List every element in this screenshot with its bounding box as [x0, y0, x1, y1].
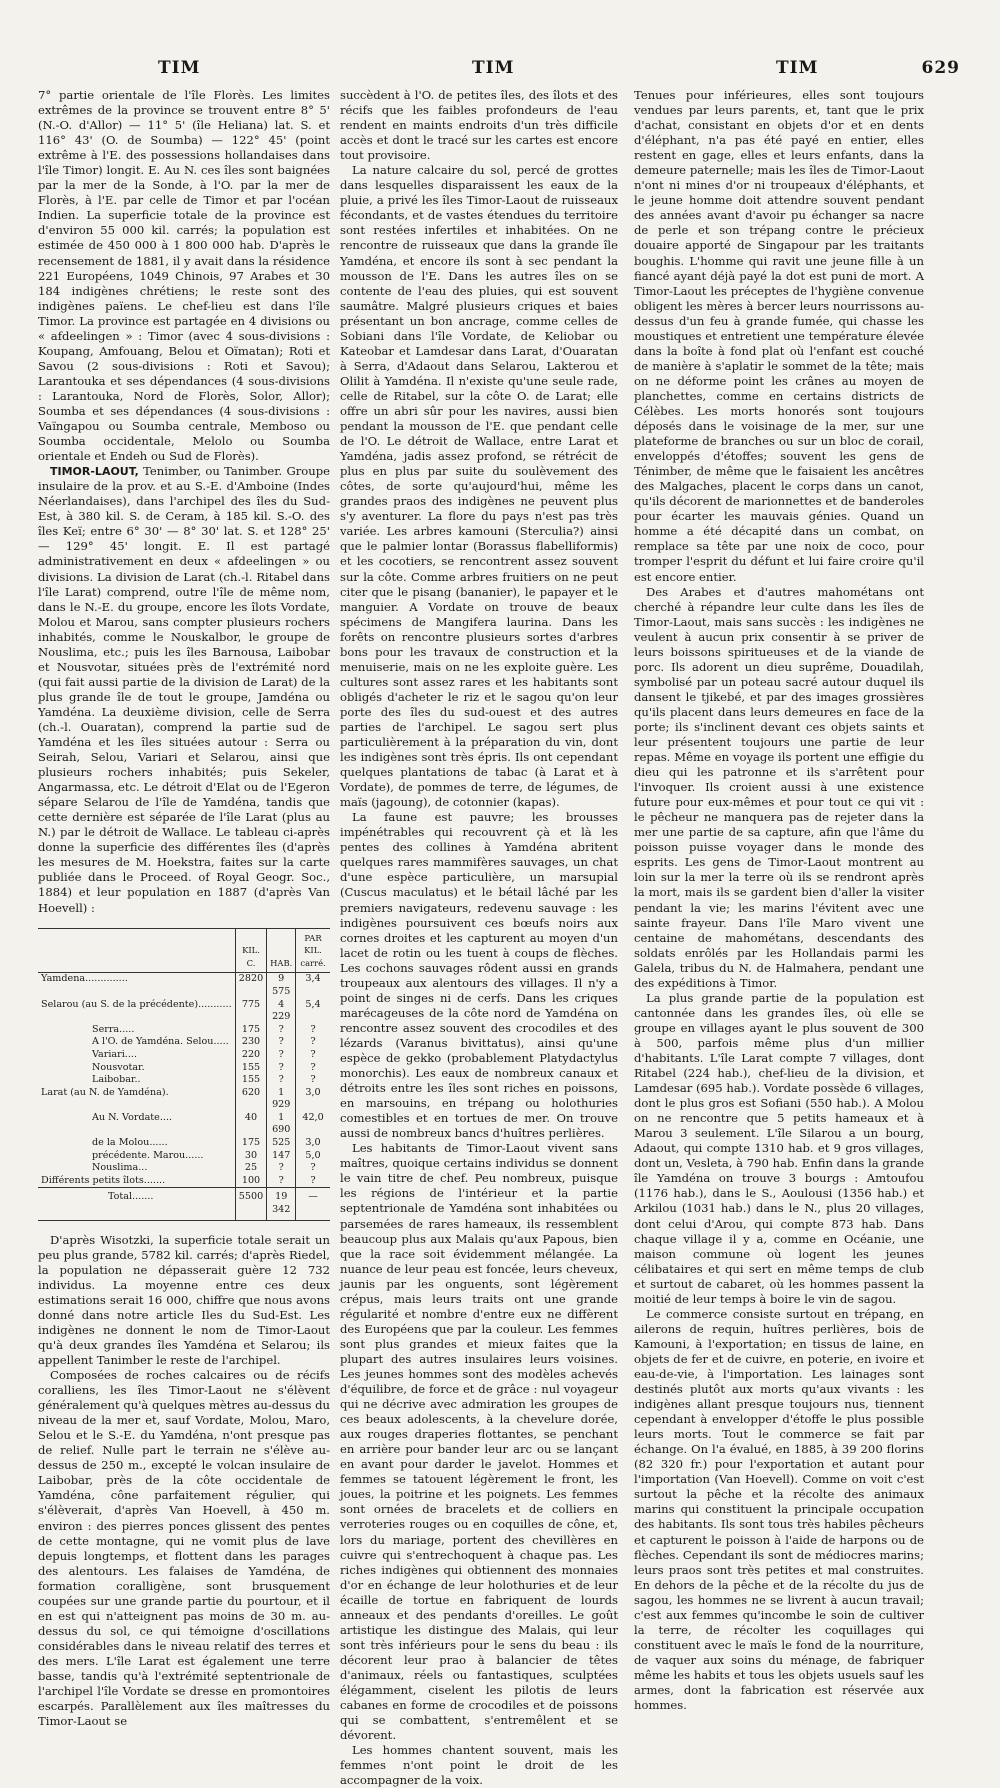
row-km: 220	[235, 1049, 267, 1062]
row-label: Nousvotar.	[92, 1061, 145, 1073]
column-right	[634, 88, 924, 1713]
row-km: 775	[235, 999, 267, 1024]
paragraph: Les hommes chantent souvent, mais les femmes n'ont point le droit de les accompagner de la voix.	[340, 1743, 618, 1788]
row-label: précédente. Marou......	[92, 1149, 204, 1161]
total-km: 5500	[235, 1188, 267, 1220]
table-row	[38, 1062, 330, 1075]
row-label: de la Molou......	[92, 1137, 168, 1149]
row-km: 175	[235, 1024, 267, 1037]
row-hab: ?	[267, 1162, 296, 1175]
table-row	[38, 999, 330, 1024]
paragraph: La faune est pauvre; les brousses impénétrables qui recouvrent çà et là les pentes des collines à Yamdéna abritent quelques rares mammifères sauvages, un chat d'une espèce particulière, un marsupial (Cuscus maculatus) et le bétail lâché par les premiers navigateurs, redevenu sauvage : les indigènes poursuivent ces bœufs noirs aux cornes droites et les capturent au moyen d'un lacet de rotin ou les tuent à coups de flèches. Les cochons sauvages rôdent aussi en grands troupeaux aux alentours des villages. Il n'y a point de singes ni de cerfs. Dans les criques marécageuses de la côte nord de Yamdéna on rencontre assez souvent des crocodiles et des lézards (Varanus bivittatus), ainsi qu'une espèce de gekko (probablement Platydactylus monorchis). Les eaux de nombreux canaux et détroits entre les îles sont riches en poissons, en marsouins, en trépang ou holothuries comestibles et en tortues de mer. On trouve aussi de nombreux bancs d'huîtres perlières.	[340, 810, 618, 1141]
table-row	[38, 1049, 330, 1062]
table-row	[38, 1112, 330, 1137]
running-head-center: TIM	[472, 58, 515, 78]
row-hab: 525	[267, 1137, 296, 1150]
table-row	[38, 1074, 330, 1087]
table-row	[38, 1036, 330, 1049]
paragraph: Tenues pour inférieures, elles sont toujours vendues par leurs parents, et, tant que le prix d'achat, consistant en objets d'or et en dents d'éléphant, n'a pas été payé en entier, elles restent en gage, elles et leurs enfants, dans la demeure paternelle; mais les îles de Timor-Laout n'ont ni mines d'or ni troupeaux d'éléphants, et le jeune homme doit attendre souvent pendant des années avant d'avoir pu échanger sa nacre de perle et son trépang contre le précieux douaire apporté de Singapour par les traitants boughis. L'homme qui ravit une jeune fille à un fiancé ayant déjà payé la dot est puni de mort. A Timor-Laout les préceptes de l'hygiène convenue obligent les mères à bercer leurs nourrissons au-dessus d'un feu à grande fumée, qui chasse les moustiques et entretient une température élevée dans la boîte à fond plat où l'enfant est couché de manière à s'aplatir le sommet de la tête; mais on ne déforme point les crânes au moyen de planchettes, comme en certains districts de Célèbes. Les morts honorés sont toujours déposés dans le voisinage de la mer, sur une plateforme de branches ou sur un bloc de corail, enveloppés d'étoffes; souvent les gens de Ténimber, de même que le faisaient les ancêtres des Malgaches, placent le corps dans un canot, qu'ils décorent de marionnettes et de banderoles pour écarter les mauvais génies. Quand un homme a été décapité dans un combat, on remplace sa tête par une noix de coco, pour tromper l'esprit du défunt et lui faire croire qu'il est encore entier.	[634, 88, 924, 584]
row-hab: ?	[267, 1024, 296, 1037]
row-label: Nouslima...	[92, 1162, 148, 1174]
total-label: Total.......	[38, 1188, 235, 1220]
row-hab: 4 229	[267, 999, 296, 1024]
row-label: Larat (au N. de Yamdéna).	[41, 1086, 169, 1098]
paragraph: succèdent à l'O. de petites îles, des îlots et des récifs que les faibles profondeurs de l'eau rendent en maints endroits d'un très difficile accès et dont le tracé sur les cartes est encore tout provisoire.	[340, 88, 618, 163]
entry-timor-laout	[38, 464, 330, 915]
row-km: 230	[235, 1036, 267, 1049]
row-density: 3,0	[296, 1087, 330, 1112]
paragraph: Composées de roches calcaires ou de récifs coralliens, les îles Timor-Laout ne s'élèvent généralement qu'à quelques mètres au-dessus du niveau de la mer et, sauf Vordate, Molou, Maro, Selou et le S.-E. du Yamdéna, n'ont presque pas de relief. Nulle part le terrain ne s'élève au-dessus de 250 m., excepté le volcan insulaire de Laibobar, près de la côte occidentale de Yamdéna, cône parfaitement régulier, qui s'élèverait, d'après Van Hoevell, à 450 m. environ : des pierres ponces glissent des pentes de cette montagne, qui ne vomit plus de lave depuis longtemps, et flottent dans les parages des alentours. Les falaises de Yamdéna, de formation coralligène, sont brusquement coupées sur une grande partie du pourtour, et il en est qui n'atteignent pas moins de 30 m. au-dessus du sol, ce qui témoigne d'oscillations considérables dans le niveau relatif des terres et des mers. L'île Larat est également une terre basse, tandis qu'à l'extrémité septentrionale de l'archipel l'île Vordate se dresse en promontoires escarpés. Parallèlement aux îles maîtresses du Timor-Laout se	[38, 1368, 330, 1729]
table-header-density: PAR KIL. carré.	[296, 928, 330, 973]
row-density: ?	[296, 1074, 330, 1087]
table-header-row	[38, 928, 330, 973]
paragraph: Les habitants de Timor-Laout vivent sans maîtres, quoique certains individus se donnent le vain titre de chef. Peu nombreux, puisque les régions de l'intérieur et la partie septentrionale de Yamdéna sont inhabitées ou parsemées de rares hameaux, ils ressemblent beaucoup plus aux Malais qu'aux Papous, bien que la race soit évidemment mélangée. La nuance de leur peau est foncée, leurs cheveux, jaunis par les onguents, sont légèrement crépus, mais leurs traits ont une grande régularité et nombre d'entre eux ne diffèrent des Européens que par la couleur. Les femmes sont plus grandes et mieux faites que la plupart des autres insulaires leurs voisines. Les jeunes hommes sont des modèles achevés d'équilibre, de force et de grâce : nul voyageur qui ne décrive avec admiration les groupes de ces beaux adolescents, à la chevelure dorée, aux rouges draperies flottantes, se penchant en arrière pour bander leur arc ou se lançant en avant pour darder le javelot. Hommes et femmes se tatouent légèrement le front, les joues, la poitrine et les poignets. Les femmes sont ornées de bracelets et de colliers en verroteries rouges ou en coquilles de cône, et, lors du mariage, portent des chevillères en cuivre qui s'entrechoquent à chaque pas. Les riches indigènes qui obtiennent des monnaies d'or en échange de leur holothuries et de leur écaille de tortue en fabriquent de lourds anneaux et des pendants d'oreilles. Le goût artistique les distingue des Malais, qui leur sont très inférieurs pour le sens du beau : ils décorent leur prao à balancier de têtes d'animaux, réels ou fantastiques, sculptées élégamment, ciselent les pilotis de leurs cabanes en forme de crocodiles et de poissons qui se combattent, s'entremêlent et se dévorent.	[340, 1141, 618, 1743]
table-row	[38, 973, 330, 999]
row-km: 2820	[235, 973, 267, 999]
running-head-left: TIM	[158, 58, 201, 78]
row-density: ?	[296, 1175, 330, 1188]
row-km: 100	[235, 1175, 267, 1188]
total-density: —	[296, 1188, 330, 1220]
row-km: 30	[235, 1150, 267, 1163]
row-label: Laibobar..	[92, 1074, 141, 1086]
row-hab: ?	[267, 1049, 296, 1062]
column-left	[38, 88, 330, 1729]
table-row	[38, 1175, 330, 1188]
table-row	[38, 1024, 330, 1037]
table-total-row	[38, 1188, 330, 1220]
row-density: ?	[296, 1162, 330, 1175]
table-header-km: KIL. C.	[235, 928, 267, 973]
row-hab: 1 929	[267, 1087, 296, 1112]
entry-body: Tenimber, ou Tanimber. Groupe insulaire de la prov. et au S.-E. d'Amboine (Indes Néerlandaises), dans l'archipel des îles du Sud-Est, à 380 kil. S. de Ceram, à 185 kil. S.-O. des îles Keï; entre 6° 30' — 8° 30' lat. S. et 128° 25' — 129° 45' longit. E. Il est partagé administrativement en deux « afdeelingen » ou divisions. La division de Larat (ch.-l. Ritabel dans l'île Larat) comprend, outre l'île de même nom, dans le N.-E. du groupe, encore les îlots Vordate, Molou et Marou, sans compter plusieurs rochers inhabités, comme le Nouskalbor, le groupe de Nouslima, etc.; puis les îles Barnousa, Laibobar et Nousvotar, situées près de l'extrémité nord (qui fait aussi partie de la division de Larat) de la plus grande île de tout le groupe, Jamdéna ou Yamdéna. La deuxième division, celle de Serra (ch.-l. Ouaratan), comprend la partie sud de Yamdéna et les îles situées autour : Serra ou Seirah, Selou, Variari et Selarou, ainsi que plusieurs rochers inhabités; puis Sekeler, Angarmassa, etc. Le détroit d'Elat ou de l'Egeron sépare Selarou de l'île de Yamdéna, tandis que cette dernière est séparée de l'île Larat (plus au N.) par le détroit de Wallace. Le tableau ci-après donne la superficie des différentes îles (d'après les mesures de M. Hoekstra, faites sur la carte publiée dans le Proceed. of Royal Geogr. Soc., 1884) et leur population en 1887 (d'après Van Hoevell) :	[38, 464, 330, 915]
row-label: Variari....	[92, 1048, 137, 1060]
row-km: 175	[235, 1137, 267, 1150]
row-density: 3,4	[296, 973, 330, 999]
running-head-right: TIM	[776, 58, 819, 78]
paragraph: D'après Wisotzki, la superficie totale serait un peu plus grande, 5782 kil. carrés; d'après Riedel, la population ne dépasserait guère 12 732 individus. La moyenne entre ces deux estimations serait 16 000, chiffre que nous avons donné dans notre article Iles du Sud-Est. Les indigènes ne donnent le nom de Timor-Laout qu'à deux grandes îles Yamdéna et Selarou; ils appellent Tanimber le reste de l'archipel.	[38, 1232, 330, 1368]
row-hab: ?	[267, 1062, 296, 1075]
table-body	[38, 973, 330, 1188]
row-density: 5,0	[296, 1150, 330, 1163]
total-hab: 19 342	[267, 1188, 296, 1220]
row-density: ?	[296, 1024, 330, 1037]
row-hab: 1 690	[267, 1112, 296, 1137]
paragraph: La plus grande partie de la population est cantonnée dans les grandes îles, où elle se groupe en villages ayant le plus souvent de 300 à 500, parfois même plus d'un millier d'habitants. L'île Larat compte 7 villages, dont Ritabel (224 hab.), chef-lieu de la division, et Lamdesar (695 hab.). Vordate possède 6 villages, dont le plus gros est Sofiani (550 hab.). A Molou on ne rencontre que 5 petits hameaux et à Marou 3 seulement. L'île Silarou a un bourg, Adaout, qui compte 1310 hab. et 9 gros villages, dont un, Vesleta, à 790 hab. Enfin dans la grande île Yamdéna on trouve 3 bourgs : Amtoufou (1176 hab.), dans le S., Aoulousi (1356 hab.) et Arkilou (1031 hab.) dans le N., plus 20 villages, dont celui d'Arou, qui compte 873 hab. Dans chaque village il y a, comme en Océanie, une maison commune où logent les jeunes célibataires et qui sert en même temps de club et surtout de cabaret, où les hommes passent la moitié de leur temps à boire le vin de sagou.	[634, 990, 924, 1306]
page-number: 629	[921, 58, 960, 78]
paragraph: La nature calcaire du sol, percé de grottes dans lesquelles disparaissent les eaux de la pluie, a privé les îles Timor-Laout de ruisseaux fécondants, et de vastes étendues du territoire sont restées infertiles et inhabitées. On ne rencontre de ruisseaux que dans la grande île Yamdéna, et encore ils sont à sec pendant la mousson de l'E. Dans les autres îles on se contente de l'eau des pluies, qui est souvent saumâtre. Malgré plusieurs criques et baies présentant un bon ancrage, comme celles de Sobiani dans l'île Vordate, de Keliobar ou Kateobar et Lamdesar dans Larat, d'Ouaratan à Serra, d'Adaout dans Selarou, Lakterou et Olilit à Yamdéna. Il n'existe qu'une seule rade, celle de Ritabel, sur la côte O. de Larat; elle offre un abri sûr pour les navires, aussi bien pendant la mousson de l'E. que pendant celle de l'O. Le détroit de Wallace, entre Larat et Yamdéna, jadis assez profond, se rétrécit de plus en plus par suite du soulèvement des côtes, de sorte qu'aujourd'hui, même les grandes praos des indigènes ne peuvent plus s'y aventurer. La flore du pays n'est pas très variée. Les arbres kamouni (Sterculia?) ainsi que le palmier lontar (Borassus flabelliformis) et les cocotiers, se rencontrent assez souvent sur la côte. Comme arbres fruitiers on ne peut citer que le pisang (bananier), le papayer et le manguier. A Vordate on trouve de beaux spécimens de Mangifera laurina. Dans les forêts on rencontre plusieurs sortes d'arbres bons pour les travaux de construction et la menuiserie, mais on ne les exploite guère. Les cultures sont assez rares et les habitants sont obligés d'acheter le riz et le sagou qu'on leur porte des îles du sud-ouest et des autres parties de l'archipel. Le sagou sert plus particulièrement à la préparation du vin, dont les indigènes sont très épris. Ils ont cependant quelques plantations de tabac (à Larat et à Vordate), de pommes de terre, de légumes, de maïs (jagoung), de cotonnier (kapas).	[340, 163, 618, 810]
row-km: 40	[235, 1112, 267, 1137]
row-km: 155	[235, 1074, 267, 1087]
row-density: ?	[296, 1062, 330, 1075]
table-header-hab: HAB.	[267, 928, 296, 973]
row-label: Différents petits îlots.......	[41, 1174, 166, 1186]
paragraph: Le commerce consiste surtout en trépang, en ailerons de requin, huîtres perlières, bois de Kamouni, à l'exportation; en tissus de laine, en objets de fer et de cuivre, en poterie, en ivoire et eau-de-vie, à l'importation. Les lainages sont destinés plutôt aux morts qu'aux vivants : les indigènes allant presque toujours nus, tiennent cependant à envelopper d'étoffe le plus possible leurs morts. Tout le commerce se fait par échange. On l'a évalué, en 1885, à 39 200 florins (82 320 fr.) pour l'exportation et autant pour l'importation (Van Hoevell). Comme on voit c'est surtout la pêche et la récolte des animaux marins qui constituent la principale occupation des habitants. Ils sont tous très habiles pêcheurs et capturent le poisson à l'aide de harpons ou de flèches. Cependant ils sont de médiocres marins; leurs praos sont très petites et mal construites. En dehors de la pêche et de la récolte du jus de sagou, les hommes ne se livrent à aucun travail; c'est aux femmes qu'incombe le soin de cultiver la terre, de récolter les coquillages qui constituent avec le maïs le fond de la nourriture, de vaquer aux soins du ménage, de fabriquer même les habits et tous les objets usuels sauf les armes, dont la fabrication est réservée aux hommes.	[634, 1306, 924, 1713]
row-hab: ?	[267, 1074, 296, 1087]
row-label: Serra.....	[92, 1023, 135, 1035]
entry-headword: TIMOR-LAOUT,	[50, 465, 139, 479]
table-header-blank	[38, 928, 235, 973]
row-hab: 9 575	[267, 973, 296, 999]
row-density: ?	[296, 1049, 330, 1062]
row-density: 5,4	[296, 999, 330, 1024]
row-km: 155	[235, 1062, 267, 1075]
row-hab: ?	[267, 1036, 296, 1049]
paragraph: Des Arabes et d'autres mahométans ont cherché à répandre leur culte dans les îles de Timor-Laout, mais sans succès : les indigènes ne veulent à aucun prix consentir à se priver de leurs boissons spiritueuses et de la viande de porc. Ils adorent un dieu suprême, Douadilah, symbolisé par un poteau sacré autour duquel ils dansent le tjikebé, et par des images grossières qu'ils placent dans leurs demeures en face de la porte; ils s'inclinent devant ces objets saints et leur présentent toujours une partie de leur repas. Même en voyage ils portent une effigie du dieu qui les patronne et ils s'arrêtent pour l'invoquer. Ils croient aussi à une existence future pour eux-mêmes et pour tout ce qui vit : le pêcheur ne manquera pas de rejeter dans la mer une partie de sa capture, afin que l'âme du poisson puisse voyager dans le monde des esprits. Les gens de Timor-Laout montrent au loin sur la mer la terre où ils se rendront après la mort, mais ils se gardent bien d'aller la visiter pendant la vie; les marins l'évitent avec une sainte frayeur. Dans l'île Maro vivent une centaine de mahométans, descendants des soldats enrôlés par les Hollandais parmi les Galela, tribus du N. de Halmahera, pendant une des expéditions à Timor.	[634, 584, 924, 990]
population-table	[38, 928, 330, 1221]
table-row	[38, 1137, 330, 1150]
table-row	[38, 1162, 330, 1175]
row-hab: 147	[267, 1150, 296, 1163]
row-km: 25	[235, 1162, 267, 1175]
row-hab: ?	[267, 1175, 296, 1188]
row-label: A l'O. de Yamdéna. Selou.....	[92, 1036, 229, 1048]
row-label: Au N. Vordate....	[92, 1111, 173, 1123]
row-label: Yamdena..............	[41, 973, 128, 985]
row-km: 620	[235, 1087, 267, 1112]
paragraph: 7° partie orientale de l'île Florès. Les limites extrêmes de la province se trouvent entre 8° 5' (N.-O. d'Allor) — 11° 5' (île Heliana) lat. S. et 116° 43' (O. de Soumba) — 122° 45' (point extrême à l'E. des possessions hollandaises dans l'île Timor) longit. E. Au N. ces îles sont baignées par la mer de la Sonde, à l'O. par la mer de Florès, à l'E. par celle de Timor et par l'océan Indien. La superficie totale de la province est d'environ 55 000 kil. carrés; la population est estimée de 450 000 à 1 800 000 hab. D'après le recensement de 1881, il y avait dans la résidence 221 Européens, 1049 Chinois, 97 Arabes et 30 184 indigènes chrétiens; le reste sont des indigènes païens. Le chef-lieu est dans l'île Timor. La province est partagée en 4 divisions ou « afdeelingen » : Timor (avec 4 sous-divisions : Koupang, Amfouang, Belou et Oïmatan); Roti et Savou (2 sous-divisions : Roti et Savou); Larantouka et ses dépendances (4 sous-divisions : Larantouka, Nord de Florès, Solor, Allor); Soumba et ses dépendances (4 sous-divisions : Vaïngapou ou Soumba centrale, Memboso ou Soumba occidentale, Melolo ou Soumba orientale et Endeh ou Sud de Florès).	[38, 88, 330, 464]
column-middle	[340, 88, 618, 1788]
row-density: 42,0	[296, 1112, 330, 1137]
row-density: 3,0	[296, 1137, 330, 1150]
row-density: ?	[296, 1036, 330, 1049]
row-label: Selarou (au S. de la précédente)...........	[41, 998, 232, 1010]
table-row	[38, 1150, 330, 1163]
table-row	[38, 1087, 330, 1112]
